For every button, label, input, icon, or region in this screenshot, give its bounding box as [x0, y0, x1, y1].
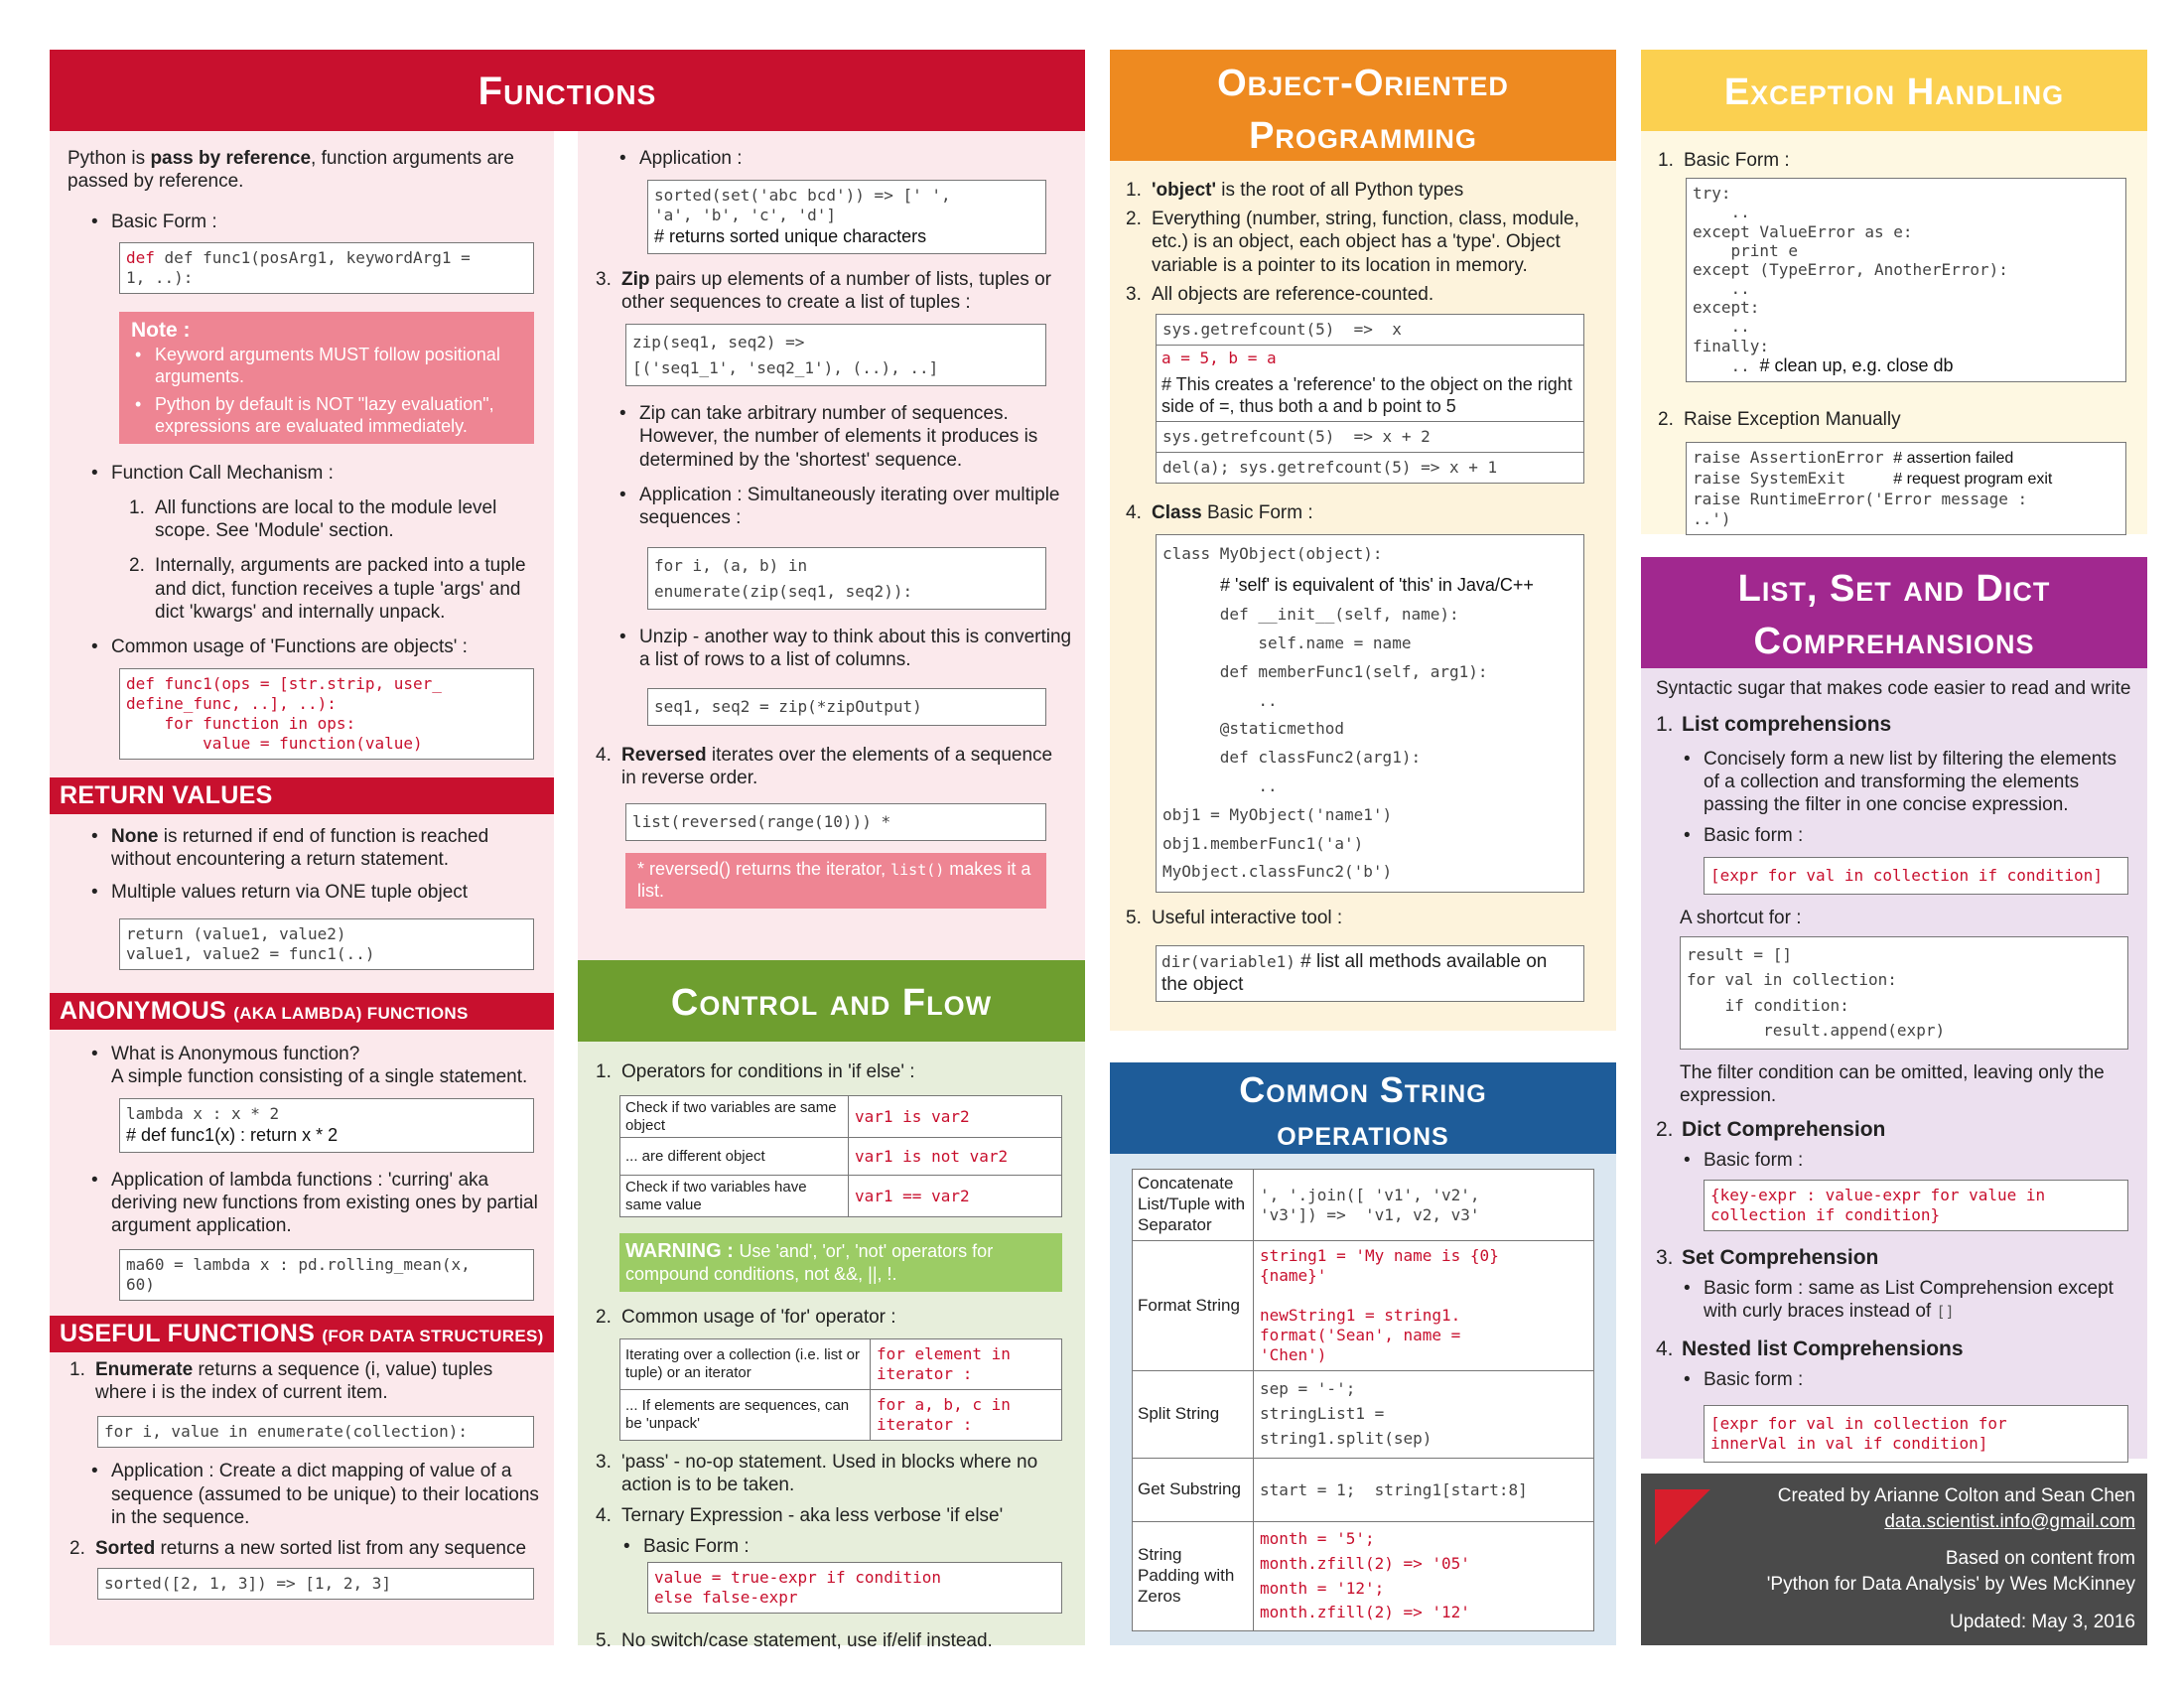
return-bullet-2: • Multiple values return via ONE tuple object: [87, 881, 546, 904]
dir-box: [1156, 945, 1584, 1001]
call-item-2: 2. Internally, arguments are packed into a tuple and dict, function receives a tuple 'args' and dict 'kwargs' and internally unpack.: [129, 555, 526, 623]
credits-based-2: 'Python for Data Analysis' by Wes McKinney: [1766, 1573, 2135, 1595]
enumerate-keyword: Enumerate: [95, 1359, 194, 1380]
list-comp-bullet-2: • Basic form :: [1680, 824, 2134, 847]
control-title: Control and Flow: [670, 982, 993, 1024]
comprehension-section: [1656, 677, 2134, 1463]
table-row: [620, 1138, 1062, 1176]
shortcut-label: A shortcut for :: [1680, 908, 1802, 929]
exception-item-1: 1. Basic Form :: [1658, 150, 1790, 171]
return-values-section: [68, 819, 546, 970]
credits-footer: [1641, 1474, 2147, 1645]
try-code: [1686, 178, 2126, 382]
call-mechanism-label: • Function Call Mechanism :: [87, 462, 546, 485]
zip-code: zip(seq1, seq2) => [('seq1_1', 'seq2_1'), (..), ..]: [625, 324, 1046, 386]
string-op-code: sep = '-'; stringList1 = string1.split(sep): [1254, 1371, 1594, 1459]
objects-code: def func1(ops = [str.strip, user_ define_func, ..], ..): for function in ops: value = function(value): [119, 668, 534, 760]
oop-item-3: 3. All objects are reference-counted.: [1126, 283, 1434, 305]
warning-title: WARNING :: [625, 1240, 740, 1263]
functions-left-column: [68, 141, 546, 760]
note-box: [119, 312, 534, 444]
sorted-keyword: Sorted: [95, 1537, 156, 1559]
set-comp-title: Set Comprehension: [1682, 1246, 1879, 1270]
lambda-code: [119, 1098, 534, 1153]
table-row: [620, 1389, 1062, 1440]
lambda-title-a: ANONYMOUS: [60, 997, 234, 1025]
return-code: return (value1, value2) value1, value2 = func1(..): [119, 918, 534, 970]
useful-functions-header: [50, 1316, 554, 1352]
shortcut-code: result = [] for val in collection: if condition: result.append(expr): [1680, 936, 2128, 1050]
class-code-line: class MyObject(object):: [1162, 543, 1383, 563]
nested-comp-item: 4. Nested list Comprehensions: [1656, 1337, 1964, 1361]
zip-keyword: Zip: [621, 268, 650, 290]
list-comp-item: 1. List comprehensions: [1656, 713, 1892, 737]
try-code-comment: # clean up, e.g. close db: [1759, 354, 1954, 375]
enumerate-item: 1. Enumerate returns a sequence (i, value) tuples where i is the index of current item.: [69, 1359, 493, 1404]
lambda-code-comment: # def func1(x) : return x * 2: [126, 1125, 339, 1146]
ternary-basic-label: • Basic Form :: [619, 1535, 1072, 1558]
basic-code-text: def func1(posArg1, keywordArg1 = 1, ..):: [126, 247, 471, 287]
functions-title: Functions: [478, 70, 657, 113]
operator-code: var1 == var2: [849, 1176, 1062, 1217]
oop-item-3-text: All objects are reference-counted.: [1152, 283, 1434, 305]
reversed-item: 4. Reversed iterates over the elements of a sequence in reverse order.: [596, 744, 1053, 788]
intro-text: Python is: [68, 148, 151, 169]
lambda-question: What is Anonymous function?: [111, 1044, 360, 1064]
comprehension-header: [1641, 557, 2147, 668]
application-label: • Application :: [615, 147, 1072, 170]
operators-table: [619, 1095, 1062, 1217]
sorted-set-code: [647, 180, 1046, 254]
credits-created: Created by Arianne Colton and Sean Chen: [1777, 1485, 2135, 1506]
call-item-1-text: All functions are local to the module level scope. See 'Module' section.: [155, 497, 497, 542]
dict-comp-item: 2. Dict Comprehension: [1656, 1118, 1886, 1142]
string-op-code: string1 = 'My name is {0} {name}' newString1 = string1. format('Sean', name = 'Chen'): [1254, 1241, 1594, 1371]
credits-based-1: Based on content from: [1945, 1548, 2135, 1570]
oop-item-4: 4. Class Basic Form :: [1126, 501, 1313, 523]
for-desc: ... If elements are sequences, can be 'unpack': [620, 1389, 871, 1440]
raise-line-3: raise RuntimeError('Error message : ..'): [1693, 489, 2028, 528]
logo-triangle-icon: [1655, 1489, 1710, 1545]
functions-right-column: [596, 141, 1072, 909]
reversed-text: iterates over the elements of a sequence in reverse order.: [621, 744, 1053, 788]
call-item-1: 1. All functions are local to the module level scope. See 'Module' section.: [129, 497, 497, 542]
exception-item-2: 2. Raise Exception Manually: [1658, 409, 1901, 431]
refcount-cell: [1157, 345, 1584, 421]
refcount-code: a = 5, b = a: [1161, 349, 1578, 368]
raise-comment-1: # assertion failed: [1893, 449, 2014, 467]
lambda-section: [68, 1037, 546, 1301]
class-code: [1156, 534, 1584, 893]
intro-text-2: , function arguments are passed by reference.: [68, 148, 514, 193]
operator-desc: Check if two variables have same value: [620, 1176, 849, 1217]
list-comp-title: List comprehensions: [1682, 713, 1892, 737]
warning-box: [619, 1233, 1062, 1291]
oop-item-2-text: Everything (number, string, function, class, module, etc.) is an object, each object has a 'type'. Object variable is a pointer to its location in memory.: [1152, 209, 1579, 276]
oop-item-1: 1. 'object' is the root of all Python types: [1126, 180, 1464, 201]
dict-comp-code: {key-expr : value-expr for value in collection if condition}: [1704, 1180, 2128, 1231]
string-op-code: start = 1; string1[start:8]: [1254, 1459, 1594, 1522]
string-op-name: String Padding with Zeros: [1133, 1522, 1254, 1631]
enumerate-text: returns a sequence (i, value) tuples where i is the index of current item.: [95, 1359, 493, 1404]
omit-text: The filter condition can be omitted, leaving only the expression.: [1680, 1062, 2105, 1107]
functions-intro: [68, 147, 546, 193]
strings-table: [1132, 1169, 1594, 1631]
oop-section: [1126, 173, 1602, 1002]
pass-item: 3. 'pass' - no-op statement. Used in blocks where no action is to be taken.: [596, 1451, 1038, 1495]
warning-text: Use 'and', 'or', 'not' operators for compound conditions, not &&, ||, !.: [625, 1241, 994, 1284]
lambda-code-text: lambda x : x * 2: [126, 1104, 280, 1124]
useful-section: [68, 1358, 546, 1600]
for-item: 2. Common usage of 'for' operator :: [596, 1306, 896, 1328]
raise-line-2: raise SystemExit: [1693, 468, 1884, 488]
comp-intro: Syntactic sugar that makes code easier to read and write: [1656, 678, 2131, 699]
for-table: [619, 1338, 1062, 1441]
none-keyword: None: [111, 826, 159, 847]
reversed-code: list(reversed(range(10))) *: [625, 803, 1046, 841]
zip-text: pairs up elements of a number of lists, tuples or other sequences to create a list of tuples :: [621, 268, 1051, 313]
nested-comp-title: Nested list Comprehensions: [1682, 1337, 1964, 1361]
reversed-note-text: * reversed() returns the iterator,: [637, 858, 891, 879]
sorted-text: returns a new sorted list from any sequence: [155, 1537, 527, 1559]
switch-text: No switch/case statement, use if/elif instead.: [621, 1630, 993, 1652]
raise-comment-2: # request program exit: [1893, 470, 2053, 488]
exception-item-2-text: Raise Exception Manually: [1684, 409, 1901, 431]
credits-updated: Updated: May 3, 2016: [1950, 1611, 2135, 1632]
objects-label: • Common usage of 'Functions are objects' :: [87, 635, 546, 658]
return-values-header: [50, 777, 554, 814]
refcount-code: sys.getrefcount(5) => x: [1157, 314, 1584, 345]
pass-text: 'pass' - no-op statement. Used in blocks where no action is to be taken.: [621, 1451, 1038, 1495]
zip-bullet-3: • Unzip - another way to think about this is converting a list of rows to a list of columns.: [615, 626, 1072, 671]
object-keyword: 'object': [1152, 180, 1216, 201]
table-row: [1157, 345, 1584, 421]
for-text: Common usage of 'for' operator :: [621, 1306, 896, 1328]
credits-email-link[interactable]: data.scientist.info@gmail.com: [1884, 1510, 2135, 1532]
reversed-keyword: Reversed: [621, 744, 707, 766]
exception-item-1-text: Basic Form :: [1684, 150, 1790, 171]
zip-item: 3. Zip pairs up elements of a number of lists, tuples or other sequences to create a list of tuples :: [596, 268, 1051, 313]
table-row: [1157, 421, 1584, 452]
string-op-name: Split String: [1133, 1371, 1254, 1459]
comp-title-2: Comprehansions: [1753, 621, 2035, 663]
sorted-item: 2. Sorted returns a new sorted list from any sequence: [69, 1537, 527, 1559]
nested-comp-bullet: • Basic form :: [1680, 1368, 2134, 1391]
table-row: [620, 1176, 1062, 1217]
set-comp-bullet: [1680, 1277, 2134, 1323]
enumerate-code: for i, value in enumerate(collection):: [97, 1416, 534, 1448]
table-row: [620, 1338, 1062, 1389]
for-code: for a, b, c in iterator :: [871, 1389, 1062, 1440]
exception-section: [1658, 143, 2134, 535]
refcount-comment: # This creates a 'reference' to the object on the right side of =, thus both a and b point to 5: [1161, 373, 1572, 416]
strings-header: [1110, 1062, 1616, 1154]
for-desc: Iterating over a collection (i.e. list or tuple) or an iterator: [620, 1338, 871, 1389]
set-comp-text: Basic form : same as List Comprehension except with curly braces instead of: [1704, 1277, 2114, 1322]
exception-header: [1641, 50, 2147, 131]
unzip-code: seq1, seq2 = zip(*zipOutput): [647, 688, 1046, 726]
zip-enumerate-code: for i, (a, b) in enumerate(zip(seq1, seq2)):: [647, 547, 1046, 610]
string-op-name: Concatenate List/Tuple with Separator: [1133, 1170, 1254, 1241]
string-op-code: ', '.join([ 'v1', 'v2', 'v3']) => 'v1, v2, v3': [1254, 1170, 1594, 1241]
class-code-body: def __init__(self, name): self.name = name def memberFunc1(self, arg1): .. @staticmethod def classFunc2(arg1): .. obj1 = MyObject('name1') obj1.memberFunc1('a') MyObject.classFunc2('b'): [1162, 605, 1488, 882]
strings-title-2: operations: [1277, 1112, 1449, 1154]
useful-title-a: USEFUL FUNCTIONS: [60, 1320, 323, 1347]
table-row: [1133, 1459, 1594, 1522]
refcount-table: [1156, 314, 1584, 484]
zip-bullet-2: • Application : Simultaneously iterating over multiple sequences :: [615, 484, 1072, 529]
oop-item-5: 5. Useful interactive tool :: [1126, 908, 1343, 929]
table-row: [1133, 1170, 1594, 1241]
dict-comp-bullet: • Basic form :: [1680, 1149, 2134, 1172]
sorted-set-text: sorted(set('abc bcd')) => [' ', 'a', 'b', 'c', 'd']: [654, 186, 951, 225]
comp-title-1: List, Set and Dict: [1737, 568, 2051, 610]
oop-header: [1110, 50, 1616, 161]
dir-comment: # list all methods available on the object: [1161, 951, 1548, 996]
operator-code: var1 is var2: [849, 1096, 1062, 1138]
table-row: [620, 1096, 1062, 1138]
set-comp-item: 3. Set Comprehension: [1656, 1246, 1879, 1270]
list-code-inline: list(): [890, 860, 945, 879]
table-row: [1133, 1371, 1594, 1459]
oop-item-4-text: Basic Form :: [1201, 501, 1313, 523]
return-values-title: RETURN VALUES: [60, 781, 273, 809]
string-op-code: month = '5'; month.zfill(2) => '05' month = '12'; month.zfill(2) => '12': [1254, 1522, 1594, 1631]
lambda-title-c: FUNCTIONS: [361, 1004, 469, 1023]
try-code-text: try: .. except ValueError as e: print e except (TypeError, AnotherError): .. except: .. finally: ..: [1693, 184, 2008, 375]
ternary-text: Ternary Expression - aka less verbose 'if else': [621, 1505, 1004, 1527]
functions-header: [50, 50, 1085, 131]
note-title: Note :: [131, 318, 191, 342]
note-item-1: • Keyword arguments MUST follow positional arguments.: [131, 345, 522, 388]
operator-desc: ... are different object: [620, 1138, 849, 1176]
oop-item-1-text: is the root of all Python types: [1216, 180, 1464, 201]
lambda-header: [50, 993, 554, 1030]
lambda-title-b: (AKA LAMBDA): [233, 1004, 362, 1023]
oop-item-2: 2. Everything (number, string, function, class, module, etc.) is an object, each object has a 'type'. Object variable is a pointer to its location in memory.: [1126, 209, 1579, 276]
intro-bold: pass by reference: [150, 148, 312, 169]
ternary-item: 4. Ternary Expression - aka less verbose 'if else': [596, 1505, 1004, 1527]
table-row: [1157, 314, 1584, 345]
lambda-code-2: ma60 = lambda x : pd.rolling_mean(x, 60): [119, 1249, 534, 1301]
functions-gap: [554, 131, 578, 1645]
zip-bullet-1: • Zip can take arbitrary number of sequences. However, the number of elements it produces is determined by the 'shortest' sequence.: [615, 402, 1072, 472]
return-bullet-1-text: is returned if end of function is reached without encountering a return statement.: [111, 826, 489, 871]
call-item-2-text: Internally, arguments are packed into a tuple and dict, function receives a tuple 'args' and dict 'kwargs' and internally unpack.: [155, 555, 526, 623]
list-comp-bullet-1: • Concisely form a new list by filtering the elements of a collection and transforming the elements passing the filter in one concise expression.: [1680, 748, 2134, 817]
exception-title: Exception Handling: [1723, 71, 2065, 113]
refcount-code: del(a); sys.getrefcount(5) => x + 1: [1157, 452, 1584, 483]
sorted-code: sorted([2, 1, 3]) => [1, 2, 3]: [97, 1568, 534, 1600]
string-op-name: Get Substring: [1133, 1459, 1254, 1522]
oop-item-5-text: Useful interactive tool :: [1152, 908, 1343, 929]
table-row: [1133, 1241, 1594, 1371]
class-keyword: Class: [1152, 501, 1202, 523]
reversed-note-text-2: makes it a list.: [637, 858, 1031, 901]
operator-code: var1 is not var2: [849, 1138, 1062, 1176]
return-bullet-1: [87, 825, 546, 871]
set-comp-inline-code: []: [1936, 1302, 1955, 1321]
control-header: [578, 960, 1085, 1042]
table-row: [1133, 1522, 1594, 1631]
table-row: [1157, 452, 1584, 483]
lambda-bullet-1: [87, 1043, 546, 1088]
raise-line-1: raise AssertionError: [1693, 447, 1884, 467]
class-comment: # 'self' is equivalent of 'this' in Java/C++: [1220, 574, 1534, 595]
dir-code: dir(variable1): [1161, 952, 1296, 972]
nested-comp-code: [expr for val in collection for innerVal in val if condition]: [1704, 1405, 2128, 1463]
note-item-2: • Python by default is NOT "lazy evaluation", expressions are evaluated immediately.: [131, 394, 522, 438]
reversed-note: [625, 853, 1046, 909]
string-op-name: Format String: [1133, 1241, 1254, 1371]
for-table-wrap: [619, 1338, 1062, 1441]
switch-item: 5. No switch/case statement, use if/elif instead.: [596, 1630, 993, 1652]
basic-form-code: def def func1(posArg1, keywordArg1 = 1, ..):: [119, 242, 534, 294]
ternary-code: value = true-expr if condition else false-expr: [647, 1562, 1062, 1614]
strings-title-1: Common String: [1239, 1069, 1487, 1110]
operators-text: Operators for conditions in 'if else' :: [621, 1061, 915, 1082]
refcount-code: sys.getrefcount(5) => x + 2: [1157, 421, 1584, 452]
dict-comp-title: Dict Comprehension: [1682, 1118, 1886, 1142]
list-comp-code: [expr for val in collection if condition]: [1704, 857, 2128, 895]
useful-title-b: (FOR DATA STRUCTURES): [322, 1327, 544, 1345]
control-section: [596, 1055, 1072, 1653]
operator-desc: Check if two variables are same object: [620, 1096, 849, 1138]
enumerate-application: • Application : Create a dict mapping of value of a sequence (assumed to be unique) to their locations in the sequence.: [87, 1460, 546, 1529]
lambda-answer: A simple function consisting of a single statement.: [111, 1066, 528, 1088]
for-code: for element in iterator :: [871, 1338, 1062, 1389]
sorted-set-comment: # returns sorted unique characters: [654, 226, 927, 247]
oop-title-2: Programming: [1249, 115, 1477, 158]
raise-code: [1686, 442, 2126, 535]
lambda-bullet-2: • Application of lambda functions : 'curring' aka deriving new functions from existing ones by partial argument application.: [87, 1169, 546, 1238]
basic-form-label: • Basic Form :: [87, 211, 546, 233]
operators-item: 1. Operators for conditions in 'if else' :: [596, 1061, 915, 1082]
oop-title-1: Object-Oriented: [1217, 63, 1509, 104]
